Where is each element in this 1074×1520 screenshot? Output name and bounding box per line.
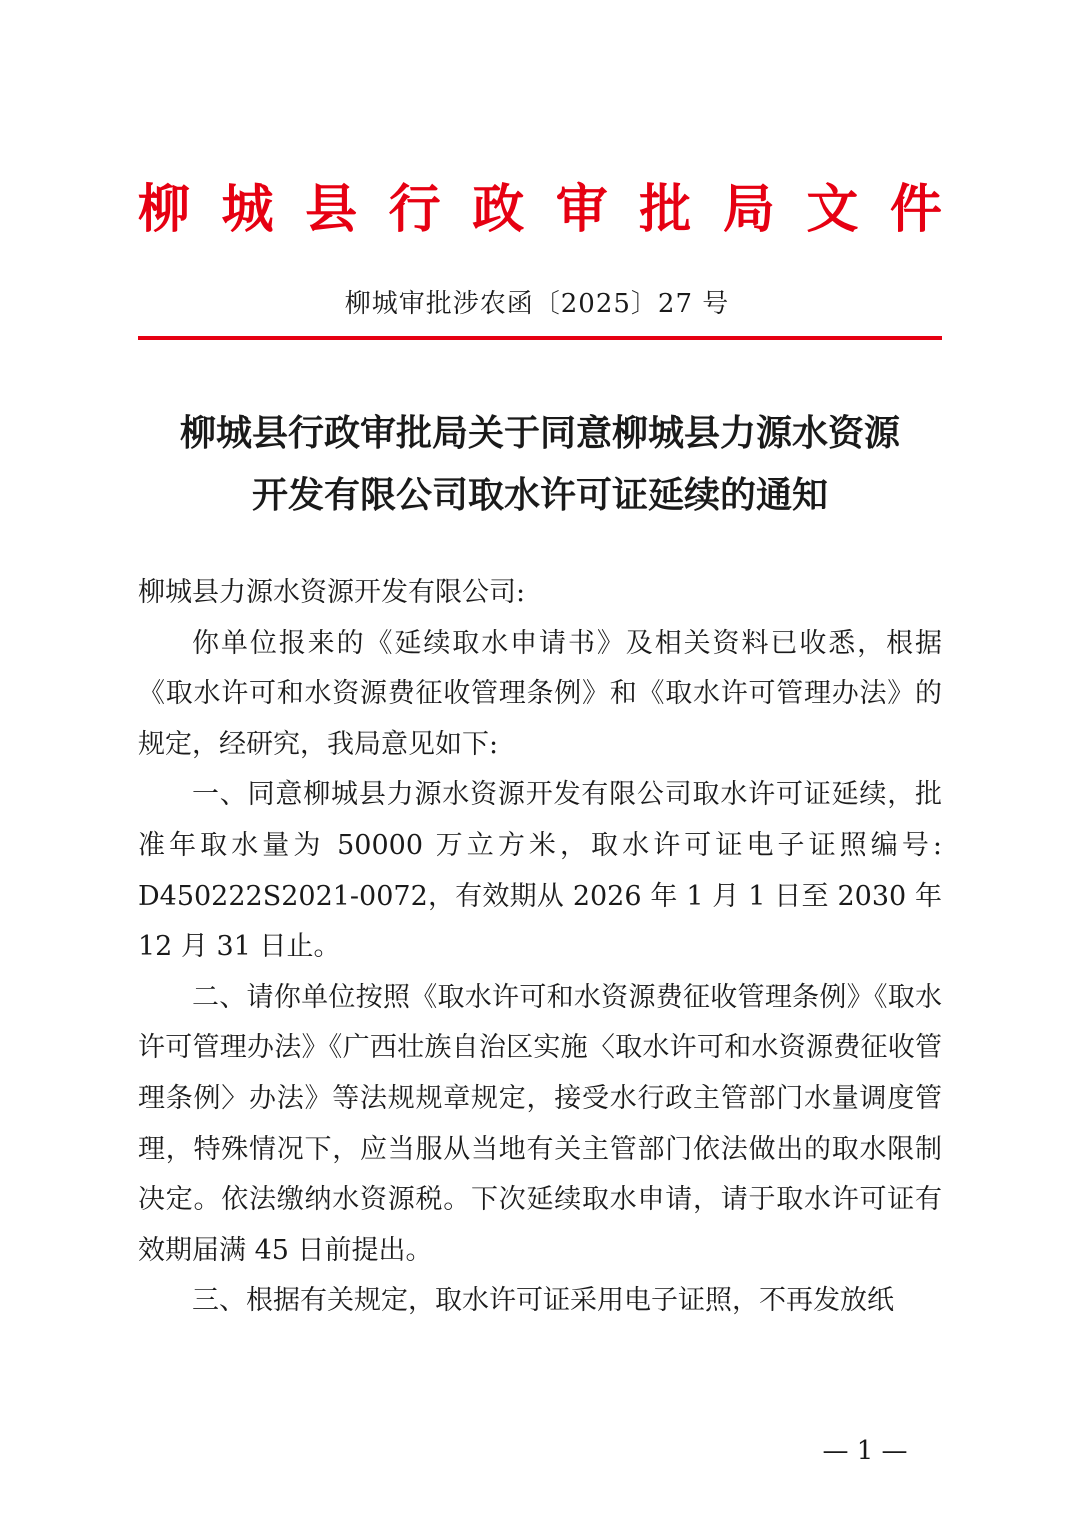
salutation: 柳城县力源水资源开发有限公司: (138, 577, 526, 608)
notice-title-line-2: 开发有限公司取水许可证延续的通知 (251, 474, 828, 516)
header-title-char: 城 (221, 179, 274, 240)
document-body (138, 568, 942, 1327)
header-title-char: 政 (472, 179, 525, 240)
notice-title-line-1: 柳城县行政审批局关于同意柳城县力源水资源 (179, 412, 900, 454)
header-title-char: 行 (388, 179, 441, 240)
paragraph-item-2: 二、请你单位按照《取水许可和水资源费征收管理条例》《取水许可管理办法》《广西壮族自治区实施〈取水许可和水资源费征收管理条例〉办法》等法规规章规定，接受水行政主管部门水量调度管理，特殊情况下，应当服从当地有关主管部门依法做出的取水限制决定。依法缴纳水资源税。下次延续取水申请，请于取水许可证有效期届满 45 日前提出。 (138, 981, 942, 1266)
paragraph-item-1: 一、同意柳城县力源水资源开发有限公司取水许可证延续，批准年取水量为 50000 万立方米，取水许可证电子证照编号: D450222S2021-0072，有效期从 2026 年 1 月 1 日至 2030 年 12 月 31 日止。 (138, 779, 942, 963)
paragraph-item-3: 三、根据有关规定，取水许可证采用电子证照，不再发放纸 (192, 1285, 894, 1317)
notice-title (138, 402, 942, 526)
header-title-char: 件 (889, 179, 942, 240)
header-title-char: 局 (722, 179, 775, 240)
header-divider (138, 336, 942, 340)
document-number: 柳城审批涉农函〔2025〕27 号 (344, 289, 730, 319)
header-title-char: 柳 (138, 179, 191, 240)
header-title-char: 文 (806, 179, 859, 240)
paragraph-intro: 你单位报来的《延续取水申请书》及相关资料已收悉，根据《取水许可和水资源费征收管理条例》和《取水许可管理办法》的规定，经研究，我局意见如下: (138, 627, 942, 760)
header-title-char: 审 (555, 179, 608, 240)
header-title-char: 县 (305, 179, 358, 240)
document-header-title (138, 178, 942, 242)
header-title-char: 批 (639, 179, 692, 240)
page-number: — 1 — (822, 1436, 908, 1466)
